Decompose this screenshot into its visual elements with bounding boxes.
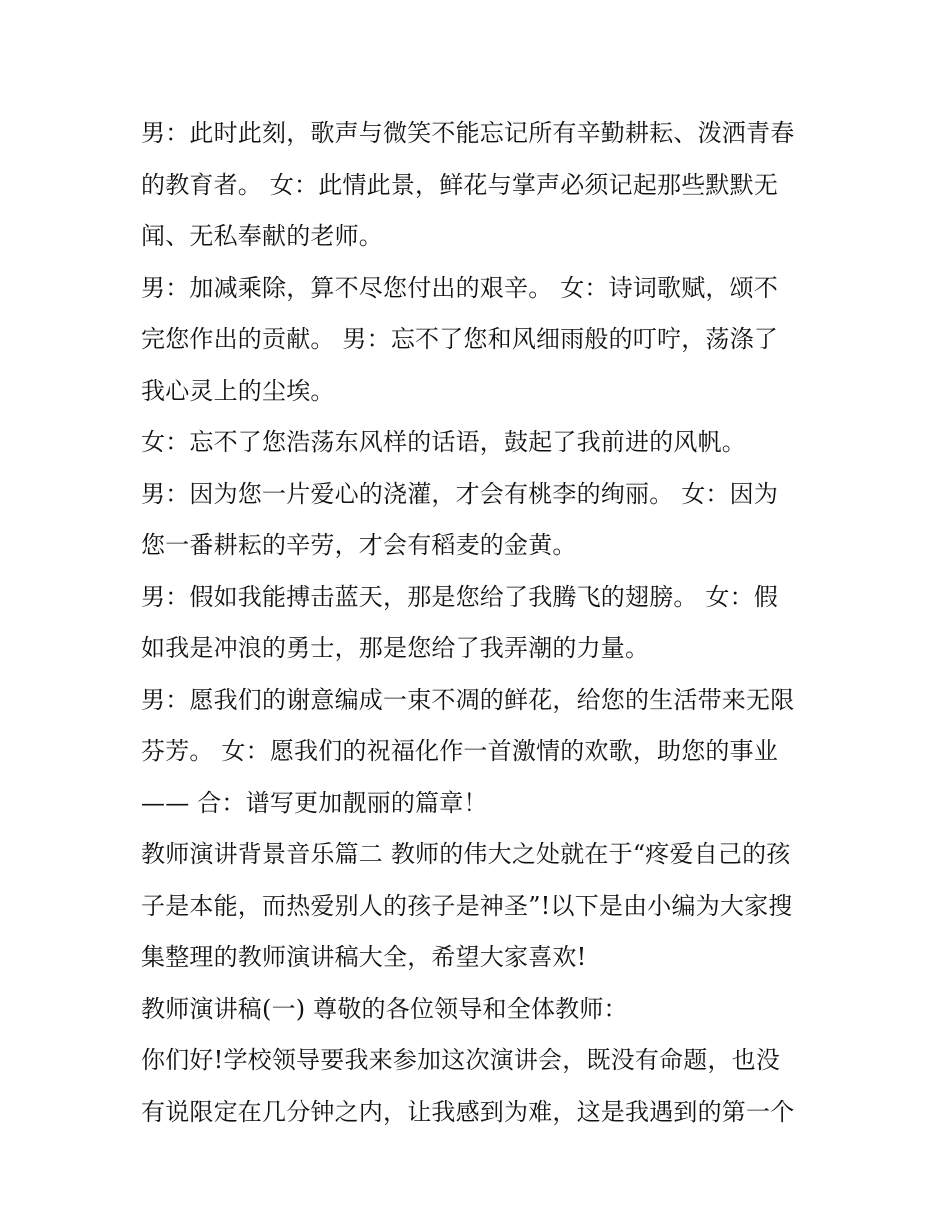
text-line: 如我是冲浪的勇士，那是您给了我弄潮的力量。	[141, 634, 650, 662]
text-line: 我心灵上的尘埃。	[141, 376, 335, 405]
text-line: 芬芳。 女：愿我们的祝福化作一首激情的欢歌，助您的事业	[141, 737, 779, 765]
document-body	[141, 108, 821, 1138]
text-line: 教师演讲背景音乐篇二 教师的伟大之处就在于“疼爱自己的孩	[141, 840, 791, 868]
text-line: 有说限定在几分钟之内，让我感到为难，这是我遇到的第一个	[141, 1097, 795, 1126]
text-line: 男：因为您一片爱心的浇灌，才会有桃李的绚丽。 女：因为	[141, 479, 779, 508]
text-line: 的教育者。 女：此情此景，鲜花与掌声必须记起那些默默无	[141, 170, 779, 199]
text-line: 男：假如我能搏击蓝天，那是您给了我腾飞的翅膀。 女：假	[141, 582, 779, 611]
text-line: 男：愿我们的谢意编成一束不凋的鲜花，给您的生活带来无限	[141, 685, 795, 714]
text-line: 您一番耕耘的辛劳，才会有稻麦的金黄。	[141, 531, 577, 559]
text-line: —— 合：谱写更加靓丽的篇章！	[141, 788, 488, 817]
text-line: 完您作出的贡献。 男：忘不了您和风细雨般的叮咛，荡涤了	[141, 325, 779, 353]
text-line: 男：此时此刻，歌声与微笑不能忘记所有辛勤耕耘、泼洒青春	[141, 119, 795, 147]
text-line: 集整理的教师演讲稿大全，希望大家喜欢!	[141, 943, 587, 971]
text-line: 你们好!学校领导要我来参加这次演讲会，既没有命题，也没	[141, 1046, 781, 1074]
text-line: 女：忘不了您浩荡东风样的话语，鼓起了我前进的风帆。	[141, 428, 746, 456]
text-line: 男：加减乘除，算不尽您付出的艰辛。 女：诗词歌赋，颂不	[141, 273, 779, 302]
text-line: 子是本能，而热爱别人的孩子是神圣”!以下是由小编为大家搜	[141, 891, 793, 920]
text-line: 闻、无私奉献的老师。	[141, 222, 383, 250]
text-line: 教师演讲稿(一) 尊敬的各位领导和全体教师：	[141, 994, 628, 1023]
